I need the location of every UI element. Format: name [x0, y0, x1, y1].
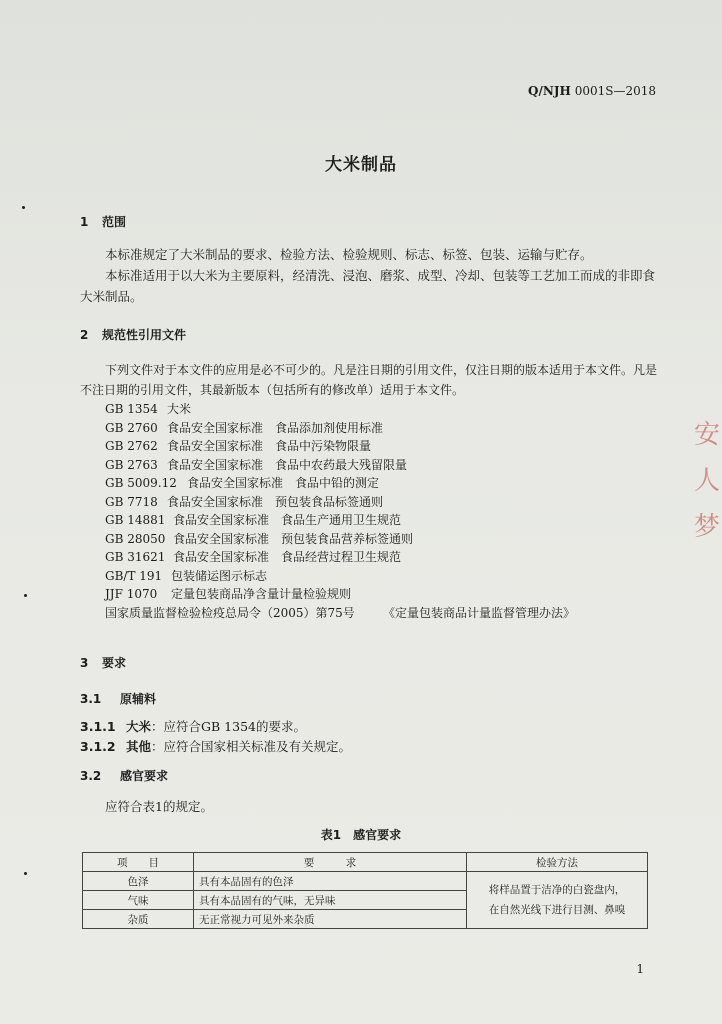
table-header-row	[83, 853, 648, 872]
reference-item: GB 2762 食品安全国家标准 食品中污染物限量	[105, 439, 372, 453]
scope-paragraph-2: 本标准适用于以大米为主要原料，经清洗、浸泡、磨浆、成型、冷却、包装等工艺加工而成的非即食大米制品。	[80, 268, 656, 304]
table-row: 色泽 具有本品固有的色泽 将样品置于洁净的白瓷盘内， 在自然光线下进行目测、鼻嗅	[83, 872, 648, 891]
clause-rice: 3.1.1 大米：应符合GB 1354的要求。	[80, 719, 306, 734]
scan-speck	[24, 872, 27, 875]
reference-item: GB 2763 食品安全国家标准 食品中农药最大残留限量	[105, 457, 408, 472]
scope-paragraph-1: 本标准规定了大米制品的要求、检验方法、检验规则、标志、标签、包装、运输与贮存。	[105, 247, 593, 262]
subsection-heading-materials: 3.1 原辅料	[80, 692, 157, 706]
reference-item: JJF 1070 定量包装商品净含量计量检验规则	[105, 587, 352, 601]
reference-item: GB 14881 食品安全国家标准 食品生产通用卫生规范	[105, 513, 402, 527]
header-method: 检验方法	[467, 853, 648, 872]
references-paragraph: 下列文件对于本文件的应用是必不可少的。凡是注日期的引用文件，仅注日期的版本适用于本文件。凡是不注日期的引用文件，其最新版本（包括所有的修改单）适用于本文件。	[80, 363, 658, 397]
subsection-heading-sensory: 3.2 感官要求	[80, 769, 169, 783]
sensory-paragraph: 应符合表1的规定。	[105, 799, 213, 814]
scan-speck	[24, 594, 27, 597]
reference-item: GB/T 191 包装储运图示标志	[105, 568, 268, 583]
clause-other: 3.1.2 其他：应符合国家相关标准及有关规定。	[80, 739, 352, 754]
code-prefix: Q/NJH	[528, 84, 571, 98]
section-number: 2	[80, 328, 89, 342]
reference-list	[105, 400, 575, 622]
reference-item: GB 1354 大米	[105, 402, 192, 416]
section-title: 要求	[102, 656, 127, 670]
method-cell: 将样品置于洁净的白瓷盘内， 在自然光线下进行目测、鼻嗅	[467, 872, 648, 929]
reference-item: GB 7718 食品安全国家标准 预包装食品标签通则	[105, 494, 384, 509]
section-title: 规范性引用文件	[102, 328, 187, 342]
standard-code	[528, 84, 656, 98]
section-number: 3	[80, 656, 89, 670]
code-number: 0001S—2018	[574, 84, 656, 98]
red-seal-stamp: 安 人 梦	[694, 420, 721, 542]
reference-item: 国家质量监督检验检疫总局令（2005）第75号 《定量包装商品计量监督管理办法》	[105, 605, 576, 620]
header-item: 项 目	[83, 853, 194, 872]
page-title: 大米制品	[325, 155, 397, 175]
table-row: 杂质 无正常视力可见外来杂质	[83, 910, 648, 929]
table-row: 气味 具有本品固有的气味，无异味	[83, 891, 648, 910]
reference-item: GB 2760 食品安全国家标准 食品添加剂使用标准	[105, 420, 384, 435]
section-number: 1	[80, 215, 89, 229]
page-number: 1	[636, 962, 644, 976]
section-title: 范围	[102, 215, 127, 229]
section-heading-references	[80, 326, 186, 343]
scan-speck	[22, 206, 25, 209]
reference-item: GB 31621 食品安全国家标准 食品经营过程卫生规范	[105, 550, 402, 564]
table-caption: 表1 感官要求	[320, 828, 402, 842]
section-heading-scope	[80, 213, 126, 230]
reference-item: GB 5009.12 食品安全国家标准 食品中铅的测定	[105, 476, 380, 490]
sensory-table	[82, 852, 648, 929]
reference-item: GB 28050 食品安全国家标准 预包装食品营养标签通则	[105, 531, 414, 546]
header-requirement: 要 求	[194, 853, 467, 872]
section-heading-requirements	[80, 654, 126, 671]
